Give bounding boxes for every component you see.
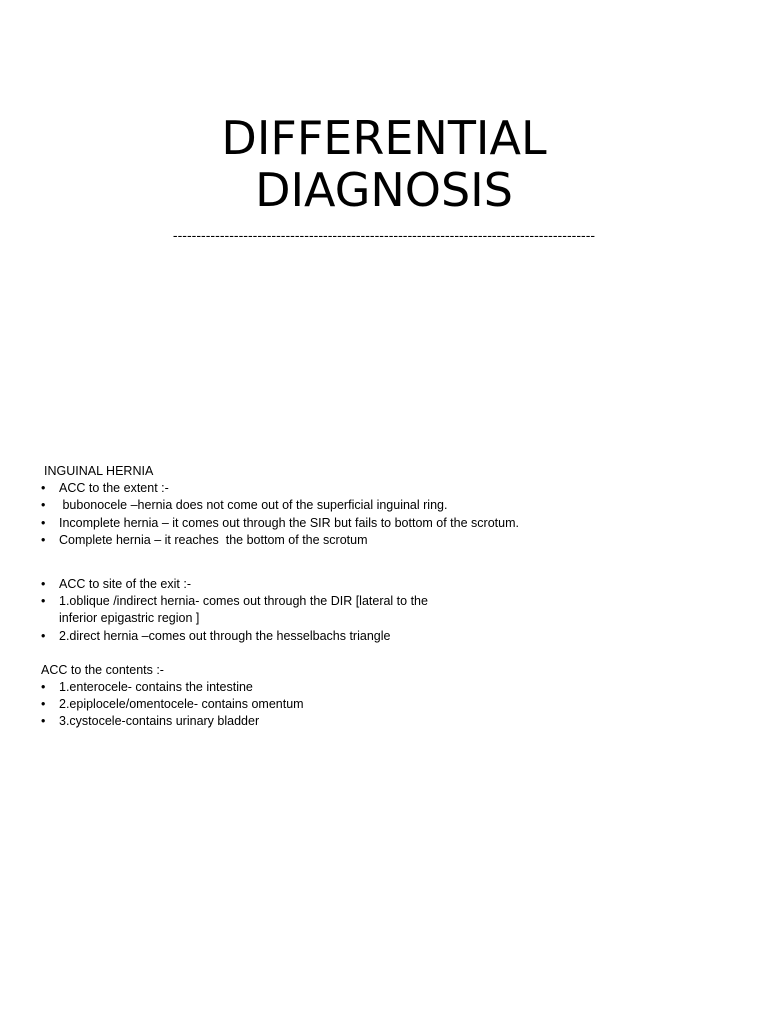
content-body <box>41 463 601 731</box>
list-item: • 1.enterocele- contains the intestine <box>41 679 601 696</box>
list-item: • Complete hernia – it reaches the bottom of the scrotum <box>41 532 601 549</box>
bullet-icon: • <box>41 697 46 712</box>
title-line-2: DIAGNOSIS <box>255 163 513 217</box>
list-item: • 3.cystocele-contains urinary bladder <box>41 713 601 730</box>
list-item: • 2.epiplocele/omentocele- contains omentum <box>41 696 601 713</box>
bullet-icon: • <box>41 532 46 547</box>
list-item: • 1.oblique /indirect hernia- comes out through the DIR [lateral to the inferior epigastric region ] <box>41 594 428 626</box>
bullet-icon: • <box>41 577 46 592</box>
title-divider: ------------------------------------------------------------------------------------------ <box>172 229 596 244</box>
page-title <box>0 112 768 216</box>
contents-list <box>41 679 601 731</box>
site-list <box>41 576 601 645</box>
bullet-icon: • <box>41 515 46 530</box>
bullet-icon: • <box>41 714 46 729</box>
list-item: • ACC to the extent :- <box>41 480 601 497</box>
list-item: • ACC to site of the exit :- <box>41 576 601 593</box>
bullet-icon: • <box>41 498 46 513</box>
bullet-icon: • <box>41 628 46 643</box>
title-line-1: DIFFERENTIAL <box>221 111 547 165</box>
bullet-icon: • <box>41 680 46 695</box>
list-item: • bubonocele –hernia does not come out of the superficial inguinal ring. <box>41 497 601 514</box>
section-heading: INGUINAL HERNIA <box>44 464 154 478</box>
contents-label: ACC to the contents :- <box>41 662 164 677</box>
list-item: • Incomplete hernia – it comes out through the SIR but fails to bottom of the scrotum. <box>41 515 601 532</box>
list-item: • 2.direct hernia –comes out through the hesselbachs triangle <box>41 628 601 645</box>
spacer <box>41 549 601 576</box>
bullet-icon: • <box>41 594 46 609</box>
spacer <box>41 645 601 662</box>
extent-list <box>41 480 601 549</box>
bullet-icon: • <box>41 481 46 496</box>
